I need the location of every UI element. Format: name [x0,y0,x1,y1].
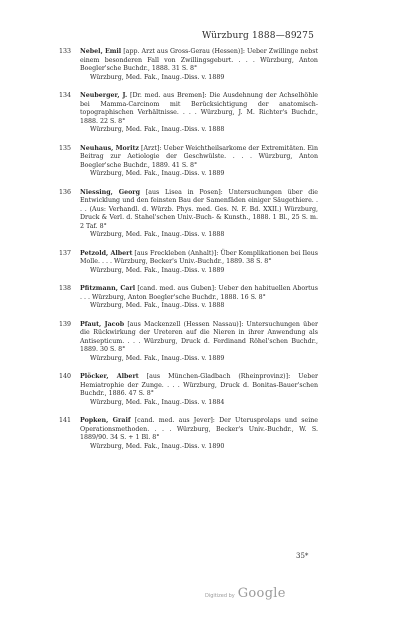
entry-author: Pfaut, Jacob [80,320,125,328]
bibliography-entry [59,48,318,82]
bibliography-entry [59,285,318,311]
entry-number: 141 [59,417,72,424]
entry-body: [aus München-Gladbach (Rheinprovinz)]: Ueber Hemiatrophie der Zunge. . . . Würzburg, Druck d. Bonitas-Bauer'schen Buchdr., 1886. 47 S. 8° [80,373,318,397]
entry-author: Neuberger, J. [80,92,128,99]
entry-number: 139 [59,320,72,328]
entry-dissertation: Würzburg, Med. Fak., Inaug.-Diss. v. 1889 [90,170,225,177]
entry-dissertation: Würzburg, Med. Fak., Inaug.-Diss. v. 1884 [90,398,225,406]
entry-author: Neuhaus, Moritz [80,144,139,152]
entry-dissertation: Würzburg, Med. Fak., Inaug.-Diss. v. 1888 [90,231,225,238]
entry-text [80,373,318,399]
entry-author: Niessing, Georg [80,188,141,196]
bibliography-entry [59,145,318,179]
entry-dissertation: Würzburg, Med. Fak., Inaug.-Diss. v. 1889 [90,73,225,81]
entry-body: [Dr. med. aus Bremen]: Die Ausdehnung der Achselhöhle bei Mamma-Carcinom mit Berücksichtigung der anatomisch-topographischen Verhältnisse. . . . Würzburg, J. M. Richter's Buchdr., 1888. 22 S. 8° [80,92,318,125]
entry-dissertation: Würzburg, Med. Fak., Inaug.-Diss. v. 1889 [90,354,225,362]
bibliography-entry [59,189,318,240]
entry-text [80,189,318,232]
entry-text [80,48,318,74]
bibliography-entry [59,250,318,276]
entry-text [80,250,318,267]
page-number: 275 [296,31,314,41]
bibliography-entry [59,321,318,364]
bibliography-entry [59,373,318,407]
entry-number: 138 [59,285,72,292]
entry-number: 140 [59,373,72,380]
signature-mark: 35* [296,552,309,560]
entry-author: Petzold, Albert [80,249,133,257]
entry-body: [aus Lisea in Posen]: Untersuchungen über die Entwicklung und den feinsten Bau der Samenfäden einiger Säugethiere. . . . (Aus: Verhandl. d. Würzb. Phys. med. Ges. N. F. Bd. XXII.) Würzburg, Druck & Verl. d. Stahel'schen Univ.-Buch- & Kunsth., 1888. 1 Bl., 25 S. m. 2 Taf. 8° [80,188,318,230]
entry-number: 133 [59,48,72,55]
entry-text [80,321,318,355]
entry-body: [Arzt]: Ueber Weichtheilsarkome der Extremitäten. Ein Beitrag zur Aetiologie der Geschwülste. . . . Würzburg, Anton Boegler'sche Buchdr., 1889. 41 S. 8° [80,144,318,169]
entry-text [80,92,318,126]
entry-dissertation: Würzburg, Med. Fak., Inaug.-Diss. v. 1888 [90,126,225,133]
entry-body: [aus Freckleben (Anhalt)]: Über Komplikationen bei Ileus Molle. . . . Würzburg, Becker's Univ.-Buchdr., 1889. 38 S. 8° [80,249,318,265]
entry-number: 135 [59,144,72,152]
entry-body: [cand. med. aus Guben]: Ueber den habituellen Abortus . . . Würzburg, Anton Boegler'sche Buchdr., 1888. 16 S. 8° [80,285,318,301]
google-watermark [205,586,286,601]
entry-body: [aus Mackenzell (Hessen Nassau)]: Untersuchungen über die Rückwirkung der Ureteren auf die Nieren in ihrer Anwendung als Antisepticum. . . . Würzburg, Druck d. Ferdinand Röhel'schen Buchdr., 1889. 30 S. 8° [80,320,318,353]
entry-body: [cand. med. aus Jever]: Der Uterusprolaps und seine Operationsmethoden. . . . Würzburg, Becker's Univ.-Buchdr., W. S. 1889/90. 34 S. + 1 Bl. 8° [80,417,318,441]
entry-number: 134 [59,92,72,99]
watermark-by: Digitized by [205,593,235,599]
header-title: Würzburg 1888—89 [202,31,297,41]
entry-dissertation: Würzburg, Med. Fak., Inaug.-Diss. v. 1890 [90,442,225,450]
bibliography-entry [59,92,318,135]
entry-author: Popken, Graif [80,417,131,424]
bibliography-entry [59,417,318,451]
running-header [92,31,314,41]
entry-number: 136 [59,188,72,196]
google-logo: Google [237,586,286,601]
entry-body: [app. Arzt aus Gross-Gerau (Hessen)]: Ueber Zwillinge nebst einem besonderen Fall von Zwillingsgeburt. . . . Würzburg, Anton Boegler'sche Buchdr., 1888. 31 S. 8° [80,48,318,72]
entry-dissertation: Würzburg, Med. Fak., Inaug.-Diss. v. 1888 [90,302,225,309]
entry-number: 137 [59,249,72,257]
entry-text [80,285,318,302]
bibliography-list [59,48,318,461]
entry-author: Pfitzmann, Carl [80,285,136,292]
entry-text [80,145,318,171]
entry-author: Nebel, Emil [80,48,122,55]
entry-dissertation: Würzburg, Med. Fak., Inaug.-Diss. v. 1889 [90,266,225,274]
entry-author: Plöcker, Albert [80,373,139,380]
entry-text [80,417,318,443]
